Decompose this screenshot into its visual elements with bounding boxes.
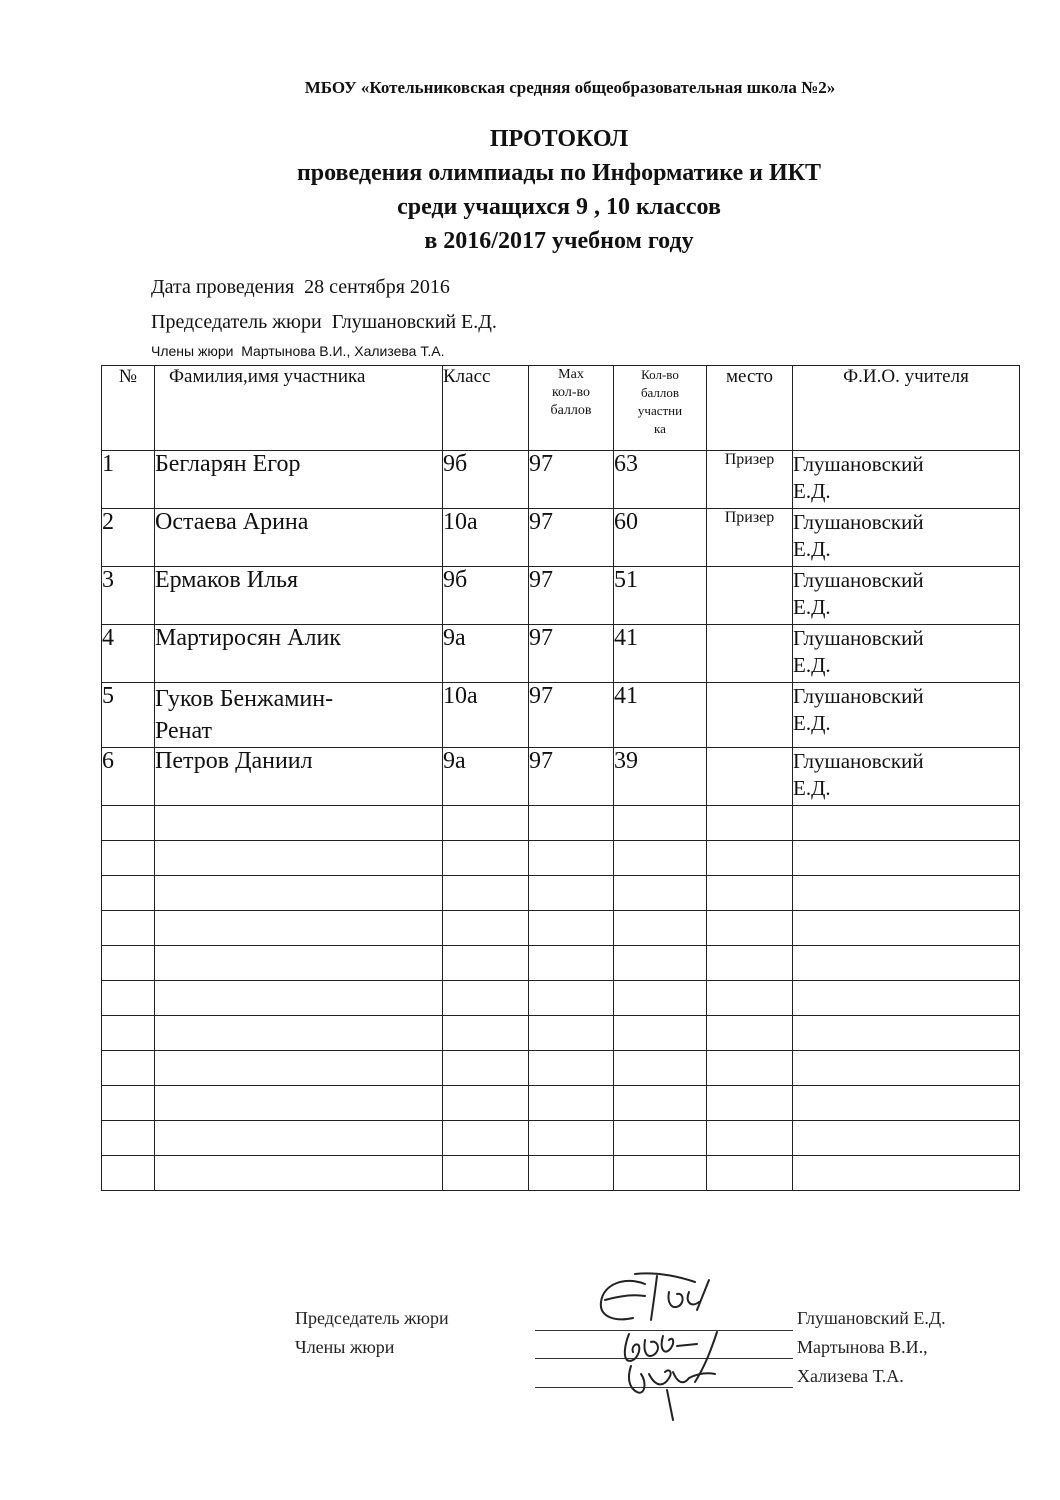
sig-chair-label: Председатель жюри [295,1308,449,1328]
cell-place: Призер [707,451,793,509]
cell-place: Призер [707,509,793,567]
cell-score: 41 [614,683,707,748]
cell-max: 97 [529,567,614,625]
cell-teacher: Глушановский Е.Д. [793,683,1020,748]
empty-row [102,806,1020,841]
members-line [151,343,444,359]
table-row [102,683,1020,748]
cell-max: 97 [529,683,614,748]
empty-row [102,981,1020,1016]
sig-members-label: Члены жюри [295,1337,395,1357]
title-subject: проведения олимпиады по Информатике и ИКТ [296,160,822,186]
cell-place [707,748,793,806]
sig-member2-name: Хализева Т.А. [797,1366,904,1386]
cell-class: 10а [443,683,529,748]
table-header-row [102,366,1020,451]
cell-teacher: Глушановский Е.Д. [793,625,1020,683]
cell-name: Ермаков Илья [155,567,443,625]
handwritten-signatures-icon [585,1262,805,1422]
title-year: в 2016/2017 учебном году [424,228,694,254]
table-row [102,748,1020,806]
chair-label: Председатель жюри [151,311,322,333]
header-place: место [707,366,793,451]
cell-teacher: Глушановский Е.Д. [793,748,1020,806]
school-name: МБОУ «Котельниковская средняя общеобразовательная школа №2» [304,78,836,97]
table-row [102,509,1020,567]
cell-class: 9а [443,748,529,806]
cell-num: 6 [102,748,155,806]
date-value: 28 сентября 2016 [304,276,450,298]
table-row [102,451,1020,509]
date-line [151,276,450,299]
table-row [102,625,1020,683]
cell-num: 3 [102,567,155,625]
cell-max: 97 [529,509,614,567]
cell-name: Петров Даниил [155,748,443,806]
chair-line [151,311,497,334]
header-max-score: Мах кол-во баллов [529,366,614,451]
cell-name: Мартиросян Алик [155,625,443,683]
cell-num: 1 [102,451,155,509]
sig-member1-name: Мартынова В.И., [797,1337,928,1357]
empty-row [102,1156,1020,1191]
cell-teacher: Глушановский Е.Д. [793,451,1020,509]
cell-place [707,567,793,625]
cell-num: 5 [102,683,155,748]
header-class: Класс [443,366,529,451]
cell-place [707,625,793,683]
cell-num: 4 [102,625,155,683]
cell-teacher: Глушановский Е.Д. [793,509,1020,567]
cell-name: Бегларян Егор [155,451,443,509]
cell-score: 39 [614,748,707,806]
cell-max: 97 [529,625,614,683]
results-table [101,365,1020,1191]
members-value: Мартынова В.И., Хализева Т.А. [241,343,445,359]
header-teacher: Ф.И.О. учителя [793,366,1020,451]
cell-class: 10а [443,509,529,567]
cell-max: 97 [529,451,614,509]
cell-class: 9б [443,451,529,509]
title-protocol: ПРОТОКОЛ [489,126,629,152]
cell-place [707,683,793,748]
cell-max: 97 [529,748,614,806]
cell-score: 51 [614,567,707,625]
cell-name: Остаева Арина [155,509,443,567]
cell-class: 9б [443,567,529,625]
cell-score: 63 [614,451,707,509]
cell-name: Гуков Бенжамин- Ренат [155,683,443,748]
empty-row [102,876,1020,911]
sig-chair-name: Глушановский Е.Д. [797,1308,946,1328]
header-participant-score: Кол-во баллов участни ка [614,366,707,451]
empty-row [102,911,1020,946]
members-label: Члены жюри [151,343,234,359]
cell-class: 9а [443,625,529,683]
cell-score: 60 [614,509,707,567]
empty-row [102,1051,1020,1086]
cell-num: 2 [102,509,155,567]
empty-row [102,841,1020,876]
header-name: Фамилия,имя участника [155,366,443,451]
title-block [0,122,1060,258]
empty-row [102,1121,1020,1156]
cell-score: 41 [614,625,707,683]
header-num: № [102,366,155,451]
empty-row [102,1016,1020,1051]
date-label: Дата проведения [151,276,295,298]
empty-row [102,1086,1020,1121]
table-row [102,567,1020,625]
cell-teacher: Глушановский Е.Д. [793,567,1020,625]
title-grades: среди учащихся 9 , 10 классов [397,194,721,220]
empty-row [102,946,1020,981]
chair-value: Глушановский Е.Д. [331,311,497,333]
